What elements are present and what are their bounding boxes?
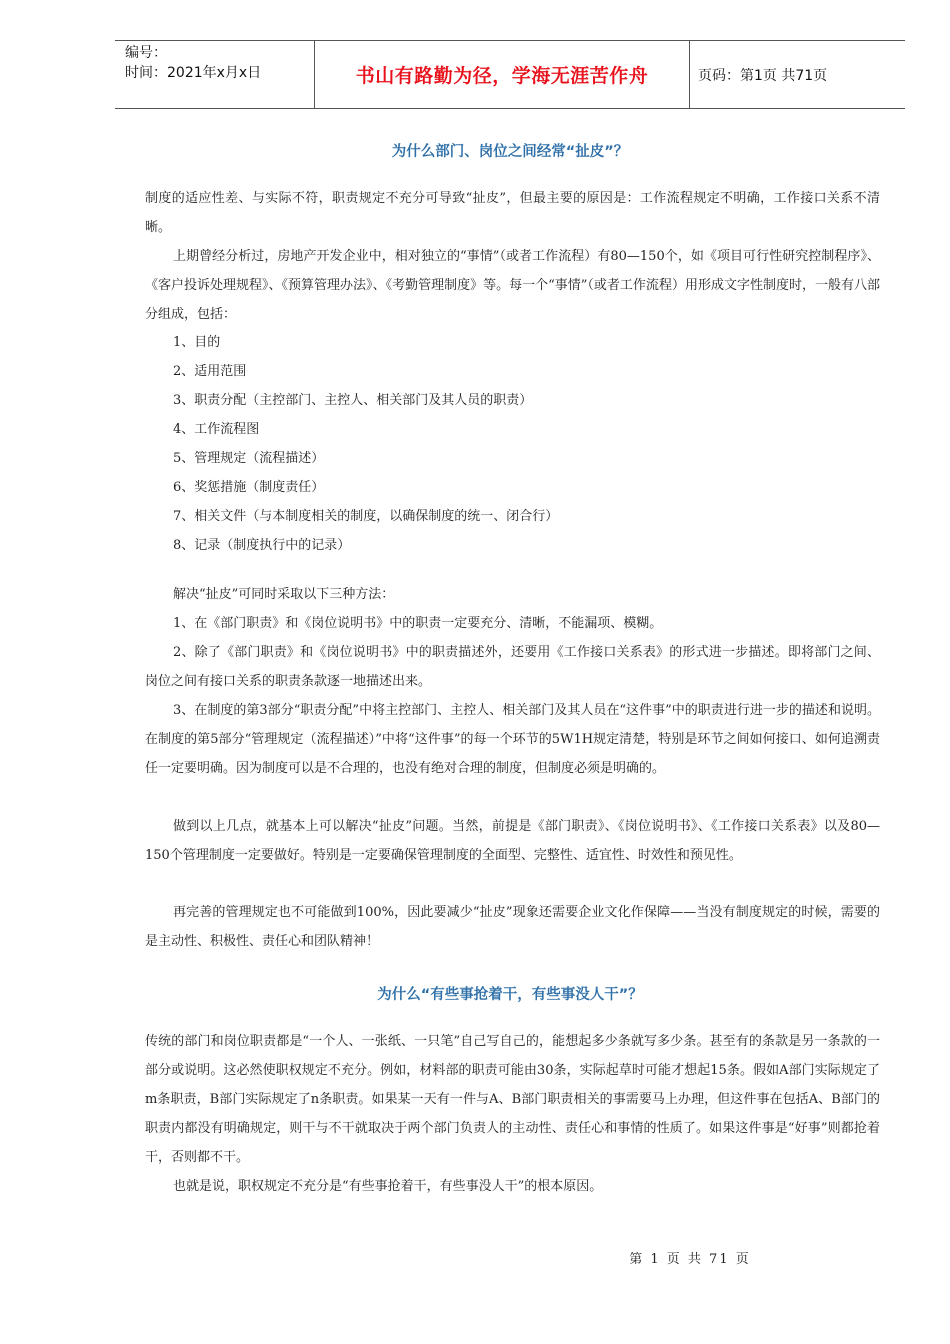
time-label: 时间：2021年x月x日	[125, 65, 262, 81]
solution-2: 2、除了《部门职责》和《岗位说明书》中的职责描述外，还要用《工作接口关系表》的形式进一步描述。即将部门之间、岗位之间有接口关系的职责条款逐一地描述出来。	[145, 645, 880, 689]
list-item: 3、职责分配（主控部门、主控人、相关部门及其人员的职责）	[173, 393, 533, 408]
page-footer: 第 1 页 共 71 页	[629, 1252, 751, 1267]
section2-title: 为什么“有些事抢着干，有些事没人干”？	[377, 987, 643, 1003]
header-meta	[115, 41, 315, 108]
header-motto: 书山有路勤为径，学海无涯苦作舟	[315, 41, 690, 108]
number-label: 编号：	[125, 45, 167, 61]
solution-1: 1、在《部门职责》和《岗位说明书》中的职责一定要充分、清晰，不能漏项、模糊。	[173, 616, 663, 631]
section2-paragraph-1: 传统的部门和岗位职责都是“一个人、一张纸、一只笔”自己写自己的，能想起多少条就写多少条。甚至有的条款是另一条款的一部分或说明。这必然使职权规定不充分。例如，材料部的职责可能由30条，实际起草时可能才想起15条。假如A部门实际规定了m条职责，B部门实际规定了n条职责。如果某一天有一件与A、B部门职责相关的事需要马上办理，但这件事在包括A、B部门的职责内都没有明确规定，则干与不干就取决于两个部门负责人的主动性、责任心和事情的性质了。如果这件事是“好事”则都抢着干，否则都不干。	[145, 1034, 880, 1165]
list-item: 1、目的	[173, 335, 221, 350]
section1-paragraph-4: 再完善的管理规定也不可能做到100%，因此要减少“扯皮”现象还需要企业文化作保障——当没有制度规定的时候，需要的是主动性、积极性、责任心和团队精神！	[145, 905, 880, 949]
list-item: 6、奖惩措施（制度责任）	[173, 480, 325, 495]
solution-3: 3、在制度的第3部分“职责分配”中将主控部门、主控人、相关部门及其人员在“这件事”中的职责进行进一步的描述和说明。在制度的第5部分“管理规定（流程描述）”中将“这件事”的每一个环节的5W1H规定清楚，特别是环节之间如何接口、如何追溯责任一定要明确。因为制度可以是不合理的，也没有绝对合理的制度，但制度必须是明确的。	[145, 703, 880, 776]
section1-title: 为什么部门、岗位之间经常“扯皮”？	[391, 144, 629, 160]
list-item: 8、记录（制度执行中的记录）	[173, 538, 351, 553]
header-page-info: 页码：第1页 共71页	[698, 67, 828, 84]
list-item: 5、管理规定（流程描述）	[173, 451, 325, 466]
list-item: 7、相关文件（与本制度相关的制度，以确保制度的统一、闭合行）	[173, 509, 559, 524]
section1-paragraph-1: 制度的适应性差、与实际不符，职责规定不充分可导致“扯皮”，但最主要的原因是：工作流程规定不明确，工作接口关系不清晰。	[145, 191, 880, 235]
section2-paragraph-2: 也就是说，职权规定不充分是“有些事抢着干，有些事没人干”的根本原因。	[173, 1179, 603, 1194]
section1-paragraph-3: 做到以上几点，就基本上可以解决“扯皮”问题。当然，前提是《部门职责》、《岗位说明书》、《工作接口关系表》以及80—150个管理制度一定要做好。特别是一定要确保管理制度的全面型、完整性、适宜性、时效性和预见性。	[145, 819, 880, 863]
section1-paragraph-2: 上期曾经分析过，房地产开发企业中，相对独立的“事情”（或者工作流程）有80—150个，如《项目可行性研究控制程序》、《客户投诉处理规程》、《预算管理办法》、《考勤管理制度》等。每一个“事情”（或者工作流程）用形成文字性制度时，一般有八部分组成，包括：	[145, 249, 880, 322]
list-item: 4、工作流程图	[173, 422, 260, 437]
list-item: 2、适用范围	[173, 364, 247, 379]
solution-intro: 解决“扯皮”可同时采取以下三种方法：	[173, 587, 395, 602]
document-header	[115, 40, 905, 109]
